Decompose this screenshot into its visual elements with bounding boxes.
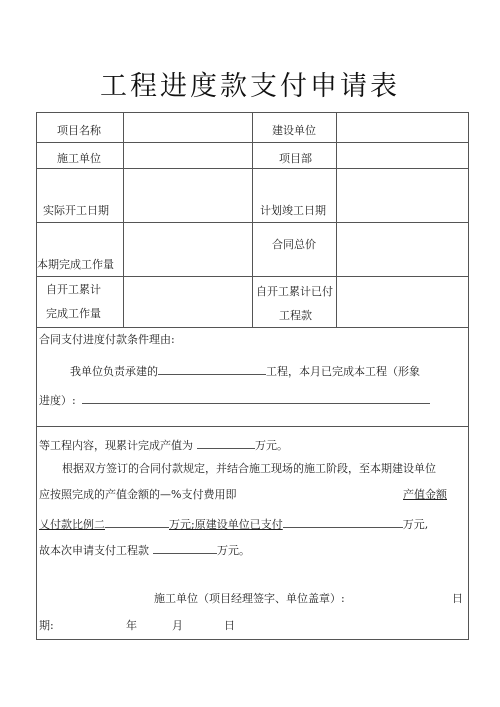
project-dept-label: 项目部 — [279, 152, 312, 165]
calc-line — [39, 436, 288, 453]
reason-line — [39, 391, 430, 408]
cumulative-paid-label: 自开工累计已付 — [256, 285, 333, 298]
reason-text: 工程，本月已完成本工程（形象 — [266, 365, 420, 378]
calc-text: 万元;原建设单位已支付 — [169, 518, 283, 531]
reason-text: 我单位负责承建的 — [70, 365, 158, 378]
planned-completion-date-label: 计划竣工日期 — [260, 204, 326, 217]
reason-heading: 合同支付进度付款条件理由: — [39, 333, 175, 346]
period-workload-label: 本期完成工作量 — [37, 258, 114, 271]
contractor-label: 施工单位 — [57, 152, 101, 165]
signature-date-char: 日 — [452, 592, 463, 605]
calc-text: 乂付款比例二 — [39, 518, 105, 531]
project-name-blank — [158, 362, 266, 375]
cumulative-workload-label: 自开工累计 — [46, 283, 101, 296]
row-divider — [36, 327, 469, 328]
signature-date-label: 期: — [39, 619, 54, 632]
cumulative-paid-label: 工程款 — [279, 309, 312, 322]
calc-text: 等工程内容，现累计完成产值为 — [39, 439, 193, 452]
project-name-label: 项目名称 — [57, 124, 101, 137]
calc-line — [39, 541, 250, 558]
requested-amount-blank — [153, 541, 217, 554]
calc-text: 故本次申请支付工程款 — [39, 544, 149, 557]
col-divider — [123, 112, 124, 327]
calc-line: 应按照完成的产值金额的—%支付费用即 — [39, 488, 237, 501]
signature-label: 施工单位（项目经理签字、单位盖章）: — [154, 592, 345, 605]
cumulative-workload-label: 完成工作量 — [46, 307, 101, 320]
calc-line — [39, 515, 428, 532]
calc-text: 万元。 — [217, 544, 250, 557]
signature-year: 年 — [126, 619, 137, 632]
calc-text: 万元。 — [255, 439, 288, 452]
col-divider — [336, 112, 337, 327]
already-paid-blank — [283, 515, 403, 528]
progress-blank — [82, 391, 430, 404]
form-title: 工程进度款支付申请表 — [100, 71, 400, 102]
row-divider — [36, 426, 469, 427]
signature-day: 日 — [224, 619, 235, 632]
actual-start-date-label: 实际开工日期 — [43, 204, 109, 217]
calc-line: 根据双方签订的合同付款规定，并结合施工现场的施工阶段，至本期建设单位 — [62, 462, 436, 475]
output-value-blank — [197, 436, 255, 449]
payment-ratio-blank — [105, 515, 169, 528]
calc-line: 产值金额 — [403, 488, 447, 501]
reason-line — [70, 362, 420, 379]
builder-label: 建设单位 — [272, 124, 316, 137]
calc-text: 万元, — [402, 518, 429, 531]
reason-text: 进度）: — [39, 394, 76, 407]
signature-month: 月 — [172, 619, 183, 632]
contract-total-label: 合同总价 — [272, 238, 316, 251]
col-divider — [252, 112, 253, 327]
